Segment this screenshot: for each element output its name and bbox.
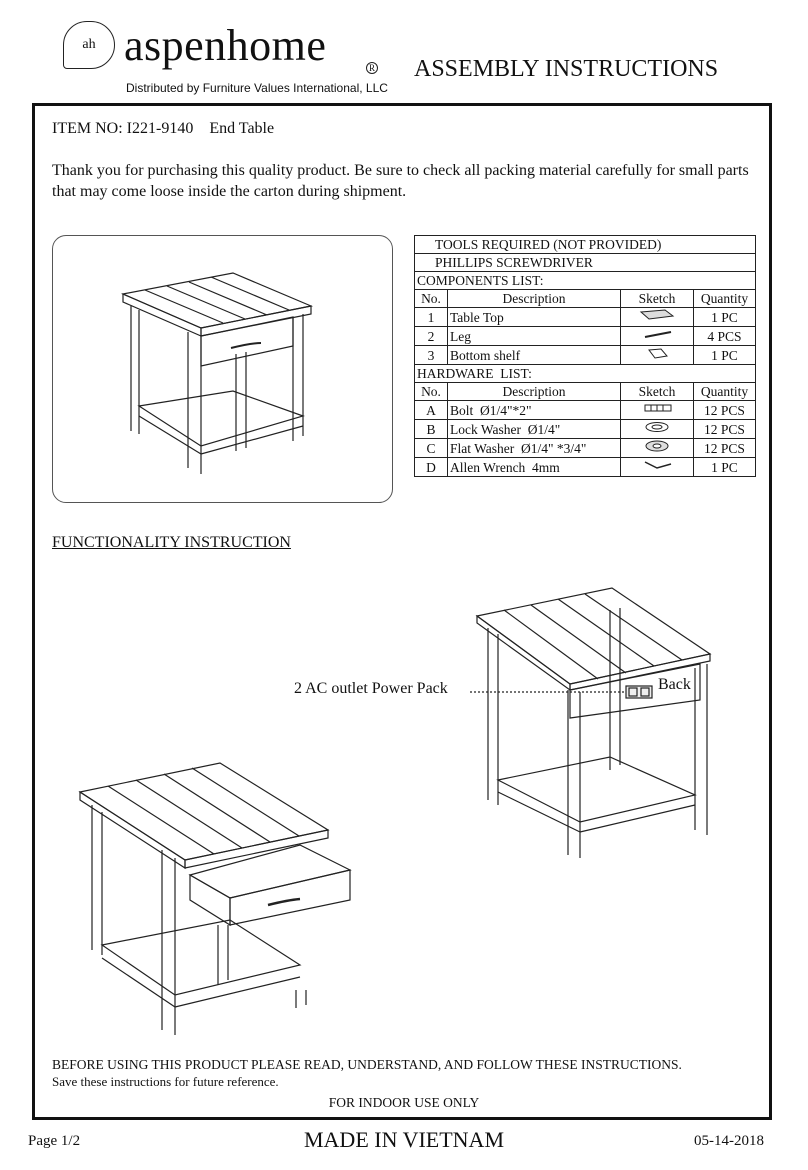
tools-item: PHILLIPS SCREWDRIVER bbox=[415, 254, 756, 272]
part-desc: Lock Washer Ø1/4" bbox=[448, 420, 621, 439]
part-no: C bbox=[415, 439, 448, 458]
tools-heading: TOOLS REQUIRED (NOT PROVIDED) bbox=[415, 236, 756, 254]
part-desc: Bottom shelf bbox=[448, 346, 621, 365]
part-desc: Flat Washer Ø1/4" *3/4" bbox=[448, 439, 621, 458]
part-no: 1 bbox=[415, 308, 448, 327]
part-desc: Table Top bbox=[448, 308, 621, 327]
part-desc: Leg bbox=[448, 327, 621, 346]
part-no: A bbox=[415, 401, 448, 420]
part-desc: Allen Wrench 4mm bbox=[448, 458, 621, 477]
brand-name: aspenhome bbox=[124, 21, 327, 70]
part-qty: 1 PC bbox=[694, 458, 756, 477]
page-number: Page 1/2 bbox=[28, 1133, 81, 1149]
column-header: Description bbox=[448, 383, 621, 401]
hardware-heading: HARDWARE LIST: bbox=[415, 365, 756, 383]
part-no: B bbox=[415, 420, 448, 439]
column-header: Description bbox=[448, 290, 621, 308]
distributor-line: Distributed by Furniture Values International, LLC bbox=[126, 81, 388, 95]
part-no: 3 bbox=[415, 346, 448, 365]
part-qty: 12 PCS bbox=[694, 420, 756, 439]
logo-mark-text: ah bbox=[82, 37, 96, 52]
intro-text: Thank you for purchasing this quality product. Be sure to check all packing material carefully for small parts that may come loose inside the carton during shipment. bbox=[52, 162, 749, 200]
save-instructions-text: Save these instructions for future reference. bbox=[52, 1074, 279, 1089]
part-no: 2 bbox=[415, 327, 448, 346]
part-qty: 1 PC bbox=[694, 308, 756, 327]
column-header: Quantity bbox=[694, 290, 756, 308]
part-qty: 12 PCS bbox=[694, 439, 756, 458]
column-header: Sketch bbox=[621, 383, 694, 401]
components-heading: COMPONENTS LIST: bbox=[415, 272, 756, 290]
functionality-heading: FUNCTIONALITY INSTRUCTION bbox=[52, 534, 291, 551]
made-in-label: MADE IN VIETNAM bbox=[303, 1127, 505, 1152]
power-pack-label: 2 AC outlet Power Pack bbox=[294, 680, 448, 697]
document-title: ASSEMBLY INSTRUCTIONS bbox=[414, 56, 719, 82]
document-date: 05-14-2018 bbox=[694, 1133, 764, 1149]
part-qty: 1 PC bbox=[694, 346, 756, 365]
indoor-use-text: FOR INDOOR USE ONLY bbox=[328, 1095, 480, 1110]
back-label: Back bbox=[658, 676, 691, 693]
column-header: No. bbox=[415, 290, 448, 308]
item-number: ITEM NO: I221-9140 End Table bbox=[52, 120, 275, 137]
part-desc: Bolt Ø1/4"*2" bbox=[448, 401, 621, 420]
column-header: Sketch bbox=[621, 290, 694, 308]
part-no: D bbox=[415, 458, 448, 477]
registered-mark: R bbox=[366, 62, 378, 74]
part-qty: 12 PCS bbox=[694, 401, 756, 420]
column-header: No. bbox=[415, 383, 448, 401]
column-header: Quantity bbox=[694, 383, 756, 401]
warning-text: BEFORE USING THIS PRODUCT PLEASE READ, UNDERSTAND, AND FOLLOW THESE INSTRUCTIONS. bbox=[52, 1057, 682, 1072]
part-qty: 4 PCS bbox=[694, 327, 756, 346]
